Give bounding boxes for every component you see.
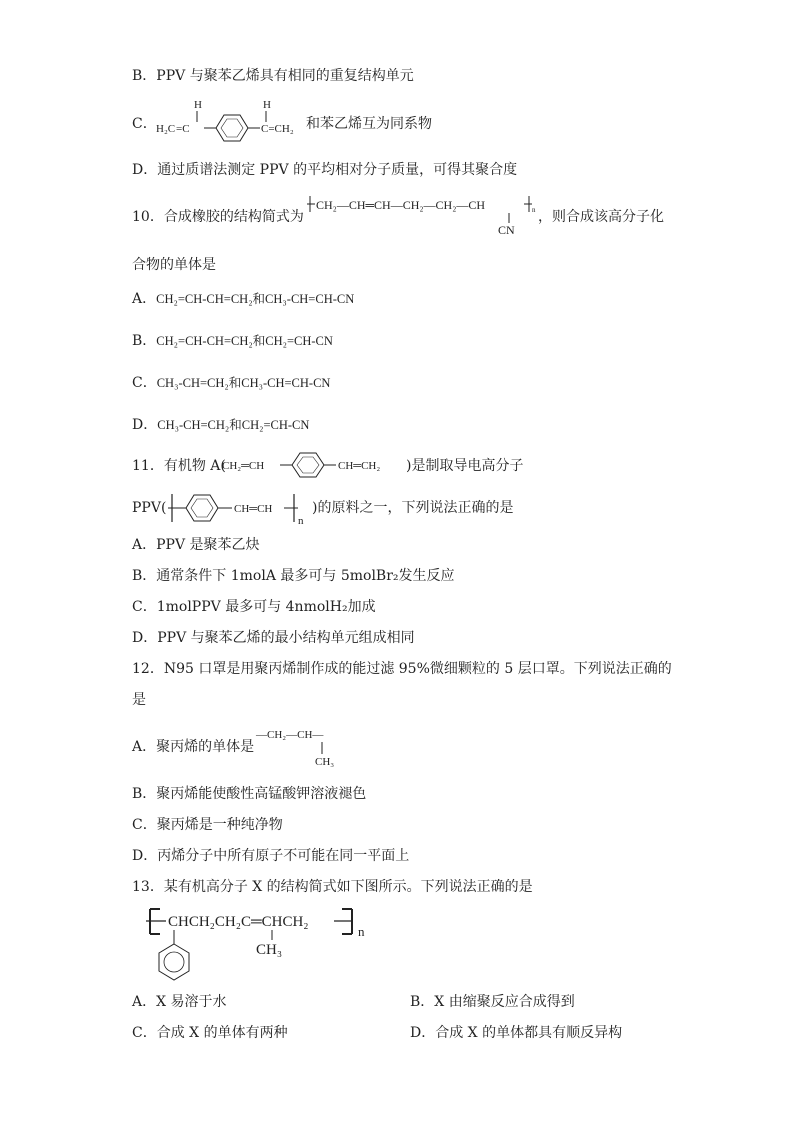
q13-option-b: B．X 由缩聚反应合成得到 bbox=[410, 994, 575, 1010]
q10-cn: CN bbox=[498, 223, 515, 237]
h-left: H bbox=[194, 99, 202, 111]
q9-option-d: D．通过质谱法测定 PPV 的平均相对分子质量，可得其聚合度 bbox=[132, 162, 518, 178]
q12-stem-line2: 是 bbox=[132, 692, 146, 708]
q10-n: n bbox=[532, 206, 536, 214]
q10-option-c: C．CH₃-CH=CH₂和CH₃-CH=CH-CN bbox=[132, 375, 331, 391]
ch2-right: C=CH₂ bbox=[261, 123, 294, 135]
q11-option-b: B．通常条件下 1molA 最多可与 5molBr₂发生反应 bbox=[132, 568, 455, 584]
q11-compound-a bbox=[222, 452, 422, 482]
q13-option-a: A．X 易溶于水 bbox=[132, 994, 227, 1010]
q9-option-c-label: C． bbox=[132, 116, 157, 132]
benzene-ring bbox=[159, 944, 189, 980]
q12-option-c: C．聚丙烯是一种纯净物 bbox=[132, 817, 283, 833]
q10-stem-prefix: 10．合成橡胶的结构简式为 bbox=[132, 209, 304, 225]
q12-option-a-structure bbox=[256, 724, 356, 768]
q10-formula bbox=[306, 190, 536, 237]
q12-option-b: B．聚丙烯能使酸性高锰酸钾溶液褪色 bbox=[132, 786, 367, 802]
ppv-group: CH═CH bbox=[234, 503, 273, 515]
q13-chain: CHCH₂CH₂C═CHCH₂ bbox=[168, 914, 309, 930]
q9-option-c-text: 和苯乙烯互为同系物 bbox=[306, 116, 432, 132]
a-right-group: CH═CH₂ bbox=[338, 460, 381, 472]
q10-option-a: A．CH₂=CH-CH=CH₂和CH₃-CH=CH-CN bbox=[132, 291, 355, 307]
q11-stem-prefix: 11．有机物 A( bbox=[132, 458, 226, 474]
a-left-group: CH₂═CH bbox=[222, 460, 265, 472]
q11-ppv-suffix: )的原料之一，下列说法正确的是 bbox=[312, 500, 514, 516]
q10-stem-suffix: ，则合成该高分子化 bbox=[538, 209, 664, 225]
q13-formula bbox=[144, 904, 394, 979]
q13-n: n bbox=[358, 924, 365, 939]
q11-option-c: C．1molPPV 最多可与 4nmolH₂加成 bbox=[132, 599, 376, 615]
q12-stem-line1: 12．N95 口罩是用聚丙烯制作成的能过滤 95%微细颗粒的 5 层口罩。下列说法正确的 bbox=[132, 661, 672, 677]
q12-option-a-text: A．聚丙烯的单体是 bbox=[132, 739, 255, 755]
q13-stem: 13．某有机高分子 X 的结构简式如下图所示。下列说法正确的是 bbox=[132, 879, 533, 895]
q10-option-d: D．CH₃-CH=CH₂和CH₂=CH-CN bbox=[132, 417, 310, 433]
h2c-left: H₂C bbox=[156, 123, 176, 135]
q11-option-d: D．PPV 与聚苯乙烯的最小结构单元组成相同 bbox=[132, 630, 415, 646]
ppv-n: n bbox=[298, 515, 304, 527]
q12-chain: —CH₂—CH— bbox=[256, 729, 324, 741]
q12-branch: CH₃ bbox=[315, 756, 335, 768]
eq-left: =C bbox=[176, 123, 190, 135]
q9-option-c-structure bbox=[154, 98, 314, 142]
q10-chain: CH₂—CH═CH—CH₂—CH₂—CH bbox=[316, 198, 486, 212]
q13-option-d: D．合成 X 的单体都具有顺反异构 bbox=[410, 1025, 623, 1041]
q10-option-b: B．CH₂=CH-CH=CH₂和CH₂=CH-CN bbox=[132, 333, 333, 349]
q12-option-d: D．丙烯分子中所有原子不可能在同一平面上 bbox=[132, 848, 410, 864]
q13-branch: CH₃ bbox=[256, 942, 283, 958]
q13-option-c: C．合成 X 的单体有两种 bbox=[132, 1025, 288, 1041]
h-right: H bbox=[263, 99, 271, 111]
q11-stem-suffix: )是制取导电高分子 bbox=[406, 458, 524, 474]
q11-ppv-structure bbox=[166, 492, 316, 526]
q11-option-a: A．PPV 是聚苯乙炔 bbox=[132, 537, 260, 553]
q10-stem-line2: 合物的单体是 bbox=[132, 257, 216, 273]
q11-ppv-prefix: PPV( bbox=[132, 500, 167, 516]
q9-option-b: B．PPV 与聚苯乙烯具有相同的重复结构单元 bbox=[132, 68, 414, 84]
